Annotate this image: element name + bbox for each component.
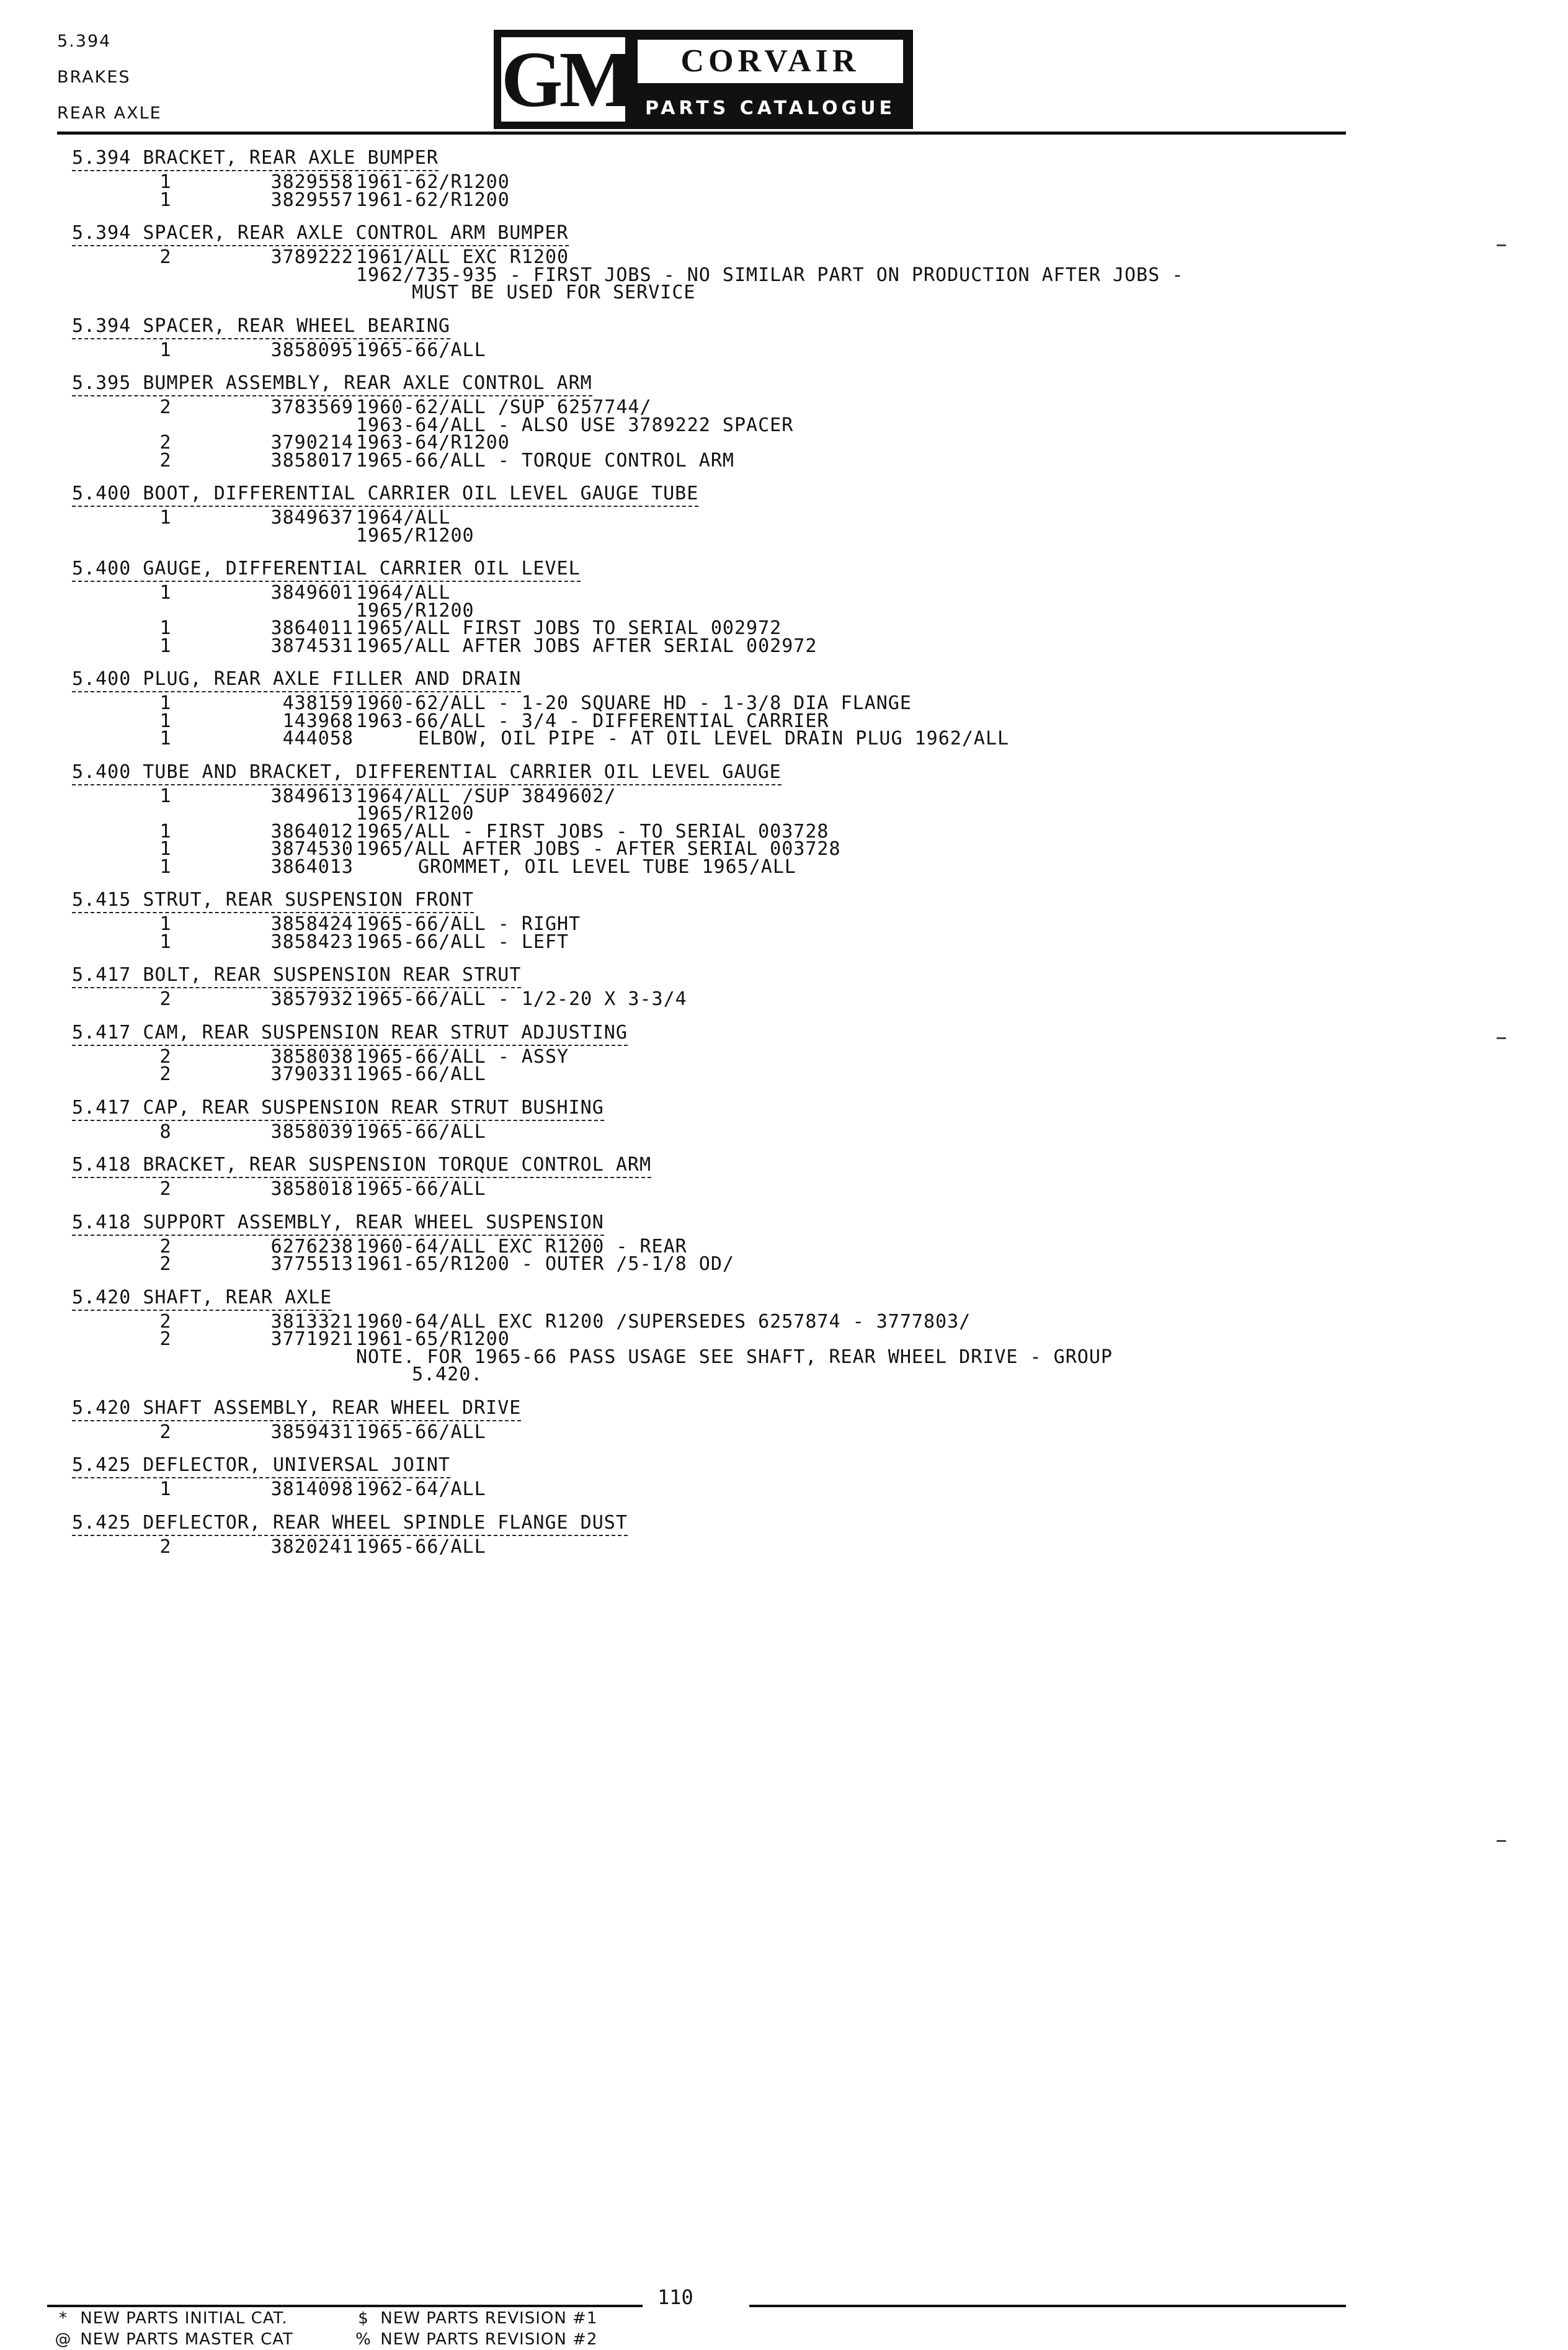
part-number: 143968 bbox=[282, 710, 354, 732]
quantity: 1 bbox=[159, 838, 172, 860]
part-number: 3849601 bbox=[270, 582, 354, 604]
section-title: 5.400 BOOT, DIFFERENTIAL CARRIER OIL LEVEL GAUGE TUBE bbox=[72, 483, 699, 504]
usage-description: 1965-66/ALL - ASSY bbox=[356, 1045, 569, 1068]
part-row bbox=[72, 284, 1356, 302]
parts-section bbox=[72, 1454, 1356, 1511]
usage-description: 1960-62/ALL - 1-20 SQUARE HD - 1-3/8 DIA FLANGE bbox=[356, 692, 912, 714]
part-number: 3775513 bbox=[270, 1253, 354, 1275]
part-row bbox=[72, 785, 1356, 807]
legend-item: * NEW PARTS INITIAL CAT. bbox=[59, 2309, 288, 2328]
part-row bbox=[72, 1478, 1356, 1500]
parts-listing bbox=[72, 146, 1356, 1568]
part-number: 3783569 bbox=[270, 396, 354, 418]
quantity: 8 bbox=[159, 1120, 172, 1143]
parts-section bbox=[72, 1286, 1356, 1396]
section-title: 5.417 CAM, REAR SUSPENSION REAR STRUT ADJUSTING bbox=[72, 1021, 628, 1043]
usage-description: 1965/R1200 bbox=[356, 803, 474, 824]
quantity: 1 bbox=[159, 692, 172, 714]
section-title: 5.400 GAUGE, DIFFERENTIAL CARRIER OIL LEVEL bbox=[72, 558, 581, 579]
quantity: 2 bbox=[159, 1310, 172, 1333]
legend-item: % NEW PARTS REVISION #2 bbox=[355, 2330, 598, 2349]
usage-description: 1962/735-935 - FIRST JOBS - NO SIMILAR PART ON PRODUCTION AFTER JOBS - bbox=[356, 264, 1184, 286]
parts-section bbox=[72, 221, 1356, 315]
section-title: 5.394 BRACKET, REAR AXLE BUMPER bbox=[72, 147, 439, 169]
quantity: 1 bbox=[159, 931, 172, 953]
parts-section bbox=[72, 761, 1356, 889]
part-number: 3874530 bbox=[270, 838, 354, 860]
part-number: 3864013 bbox=[270, 856, 354, 878]
usage-description: 1964/ALL bbox=[356, 507, 451, 529]
gm-corvair-logo bbox=[494, 30, 913, 129]
usage-description: 1965-66/ALL - RIGHT bbox=[356, 913, 581, 935]
quantity: 2 bbox=[159, 988, 172, 1010]
part-number: 3858424 bbox=[270, 913, 354, 935]
quantity: 1 bbox=[159, 582, 172, 604]
usage-description: 1963-64/ALL - ALSO USE 3789222 SPACER bbox=[356, 414, 794, 436]
usage-description: 1960-64/ALL EXC R1200 /SUPERSEDES 6257874 - 3777803/ bbox=[356, 1310, 971, 1333]
section-title: 5.394 SPACER, REAR WHEEL BEARING bbox=[72, 315, 450, 337]
part-row bbox=[72, 339, 1356, 361]
part-number: 3790331 bbox=[270, 1063, 354, 1085]
parts-section bbox=[72, 557, 1356, 668]
section-title: 5.394 SPACER, REAR AXLE CONTROL ARM BUMPER bbox=[72, 222, 569, 244]
usage-description: 1965/ALL FIRST JOBS TO SERIAL 002972 bbox=[356, 617, 782, 639]
section-title: 5.425 DEFLECTOR, UNIVERSAL JOINT bbox=[72, 1454, 450, 1476]
parts-section bbox=[72, 1096, 1356, 1154]
legend-left bbox=[52, 2308, 293, 2350]
usage-description: 1965/R1200 bbox=[356, 599, 474, 622]
margin-tick bbox=[1497, 244, 1506, 246]
part-row bbox=[72, 1535, 1356, 1558]
quantity: 1 bbox=[159, 1478, 172, 1500]
usage-description: 1965-66/ALL - TORQUE CONTROL ARM bbox=[356, 449, 734, 471]
footer-rule-left bbox=[47, 2305, 643, 2307]
part-number: 3849613 bbox=[270, 785, 354, 807]
part-row bbox=[72, 856, 1356, 878]
usage-description: 1963-66/ALL - 3/4 - DIFFERENTIAL CARRIER bbox=[356, 710, 829, 732]
gm-logo-mark: GM bbox=[501, 35, 631, 123]
usage-description: 1965/R1200 bbox=[356, 524, 474, 547]
part-row bbox=[72, 171, 1356, 193]
part-number: 3858018 bbox=[270, 1178, 354, 1200]
quantity: 1 bbox=[159, 507, 172, 529]
usage-description: 1961-62/R1200 bbox=[356, 189, 510, 211]
legend-right bbox=[352, 2308, 597, 2350]
quantity: 1 bbox=[159, 171, 172, 193]
parts-section bbox=[72, 1396, 1356, 1454]
part-number: 3864011 bbox=[270, 617, 354, 639]
part-row bbox=[72, 1253, 1356, 1275]
usage-description: 5.420. bbox=[412, 1364, 483, 1385]
legend-item: $ NEW PARTS REVISION #1 bbox=[358, 2309, 598, 2328]
quantity: 2 bbox=[159, 1421, 172, 1443]
quantity: 2 bbox=[159, 1045, 172, 1068]
margin-tick bbox=[1497, 1840, 1506, 1842]
part-number: 3790214 bbox=[270, 432, 354, 453]
quantity: 2 bbox=[159, 432, 172, 453]
part-row bbox=[72, 1366, 1356, 1384]
parts-section bbox=[72, 146, 1356, 221]
section-title: 5.425 DEFLECTOR, REAR WHEEL SPINDLE FLANGE DUST bbox=[72, 1511, 628, 1534]
legend-item: @ NEW PARTS MASTER CAT bbox=[55, 2330, 293, 2349]
part-number: 3864012 bbox=[270, 820, 354, 842]
part-row bbox=[72, 1346, 1356, 1368]
usage-description: 1963-64/R1200 bbox=[356, 432, 510, 453]
part-number: 3858423 bbox=[270, 931, 354, 953]
parts-section bbox=[72, 888, 1356, 963]
usage-description: 1961/ALL EXC R1200 bbox=[356, 246, 569, 268]
margin-tick bbox=[1497, 1037, 1506, 1039]
quantity: 1 bbox=[159, 635, 172, 657]
usage-description: 1965-66/ALL bbox=[356, 1063, 486, 1085]
parts-section bbox=[72, 1211, 1356, 1286]
parts-section bbox=[72, 372, 1356, 482]
part-number: 3874531 bbox=[270, 635, 354, 657]
part-row bbox=[72, 189, 1356, 211]
catalogue-name: PARTS CATALOGUE bbox=[644, 97, 896, 119]
parts-section bbox=[72, 1511, 1356, 1569]
part-row bbox=[72, 524, 1356, 547]
quantity: 2 bbox=[159, 1253, 172, 1275]
quantity: 1 bbox=[159, 189, 172, 211]
usage-description: 1961-62/R1200 bbox=[356, 171, 510, 193]
parts-section bbox=[72, 668, 1356, 761]
usage-description: GROMMET, OIL LEVEL TUBE 1965/ALL bbox=[418, 856, 796, 878]
usage-description: 1960-62/ALL /SUP 6257744/ bbox=[356, 396, 652, 418]
part-number: 3814098 bbox=[270, 1478, 354, 1500]
quantity: 1 bbox=[159, 820, 172, 842]
section-title: 5.420 SHAFT ASSEMBLY, REAR WHEEL DRIVE bbox=[72, 1396, 522, 1419]
part-row bbox=[72, 584, 1356, 602]
usage-description: 1965/ALL - FIRST JOBS - TO SERIAL 003728 bbox=[356, 820, 829, 842]
quantity: 1 bbox=[159, 617, 172, 639]
part-number: 444058 bbox=[282, 728, 354, 749]
part-row bbox=[72, 1310, 1356, 1333]
quantity: 2 bbox=[159, 449, 172, 471]
quantity: 2 bbox=[159, 396, 172, 418]
section-number: 5.394 bbox=[57, 32, 112, 51]
usage-description: ELBOW, OIL PIPE - AT OIL LEVEL DRAIN PLUG 1962/ALL bbox=[418, 728, 1010, 749]
usage-description: 1965-66/ALL bbox=[356, 1178, 486, 1200]
usage-description: 1961-65/R1200 bbox=[356, 1328, 510, 1350]
part-number: 3858039 bbox=[270, 1120, 354, 1143]
part-number: 3789222 bbox=[270, 246, 354, 268]
part-number: 3859431 bbox=[270, 1421, 354, 1443]
part-number: 3858017 bbox=[270, 449, 354, 471]
section-title: 5.395 BUMPER ASSEMBLY, REAR AXLE CONTROL ARM bbox=[72, 372, 592, 394]
brand-name: CORVAIR bbox=[638, 40, 903, 83]
quantity: 1 bbox=[159, 710, 172, 732]
quantity: 2 bbox=[159, 1063, 172, 1085]
usage-description: 1965-66/ALL bbox=[356, 1535, 486, 1558]
part-row bbox=[72, 913, 1356, 935]
part-number: 3849637 bbox=[270, 507, 354, 529]
quantity: 2 bbox=[159, 1235, 172, 1258]
quantity: 2 bbox=[159, 246, 172, 268]
part-number: 3829557 bbox=[270, 189, 354, 211]
footer-rule-right bbox=[749, 2305, 1346, 2307]
part-row bbox=[72, 730, 1356, 748]
section-title: 5.400 PLUG, REAR AXLE FILLER AND DRAIN bbox=[72, 668, 522, 690]
usage-description: 1965/ALL AFTER JOBS AFTER SERIAL 002972 bbox=[356, 635, 817, 657]
quantity: 1 bbox=[159, 913, 172, 935]
usage-description: 1965-66/ALL bbox=[356, 1421, 486, 1443]
part-number: 438159 bbox=[282, 692, 354, 714]
parts-section bbox=[72, 1021, 1356, 1096]
parts-section bbox=[72, 482, 1356, 557]
part-number: 3829558 bbox=[270, 171, 354, 193]
group-label: BRAKES bbox=[57, 68, 131, 87]
part-number: 3813321 bbox=[270, 1310, 354, 1333]
part-row bbox=[72, 931, 1356, 953]
usage-description: 1964/ALL bbox=[356, 582, 451, 604]
quantity: 2 bbox=[159, 1328, 172, 1350]
part-row bbox=[72, 449, 1356, 471]
section-title: 5.418 SUPPORT ASSEMBLY, REAR WHEEL SUSPENSION bbox=[72, 1211, 604, 1233]
part-row bbox=[72, 1120, 1356, 1143]
parts-section bbox=[72, 1153, 1356, 1211]
part-row bbox=[72, 635, 1356, 657]
part-number: 3820241 bbox=[270, 1535, 354, 1558]
parts-section bbox=[72, 315, 1356, 372]
quantity: 1 bbox=[159, 728, 172, 749]
section-title: 5.417 BOLT, REAR SUSPENSION REAR STRUT bbox=[72, 964, 522, 986]
usage-description: 1962-64/ALL bbox=[356, 1478, 486, 1500]
quantity: 1 bbox=[159, 785, 172, 807]
page-number: 110 bbox=[657, 2285, 693, 2309]
usage-description: 1965-66/ALL bbox=[356, 1120, 486, 1143]
part-row bbox=[72, 988, 1356, 1010]
usage-description: 1961-65/R1200 - OUTER /5-1/8 OD/ bbox=[356, 1253, 734, 1275]
usage-description: 1965-66/ALL - LEFT bbox=[356, 931, 569, 953]
part-row bbox=[72, 414, 1356, 436]
part-number: 6276238 bbox=[270, 1235, 354, 1258]
usage-description: 1964/ALL /SUP 3849602/ bbox=[356, 785, 617, 807]
part-number: 3858095 bbox=[270, 339, 354, 361]
quantity: 1 bbox=[159, 339, 172, 361]
usage-description: NOTE. FOR 1965-66 PASS USAGE SEE SHAFT, REAR WHEEL DRIVE - GROUP bbox=[356, 1346, 1113, 1368]
usage-description: 1965-66/ALL - 1/2-20 X 3-3/4 bbox=[356, 988, 687, 1010]
quantity: 2 bbox=[159, 1535, 172, 1558]
section-title: 5.418 BRACKET, REAR SUSPENSION TORQUE CONTROL ARM bbox=[72, 1154, 652, 1176]
quantity: 1 bbox=[159, 856, 172, 878]
header-rule bbox=[57, 132, 1346, 135]
part-number: 3771921 bbox=[270, 1328, 354, 1350]
section-title: 5.400 TUBE AND BRACKET, DIFFERENTIAL CARRIER OIL LEVEL GAUGE bbox=[72, 761, 782, 783]
section-title: 5.415 STRUT, REAR SUSPENSION FRONT bbox=[72, 889, 474, 911]
usage-description: 1960-64/ALL EXC R1200 - REAR bbox=[356, 1235, 687, 1258]
usage-description: MUST BE USED FOR SERVICE bbox=[412, 282, 696, 303]
section-title: 5.420 SHAFT, REAR AXLE bbox=[72, 1286, 332, 1308]
subgroup-label: REAR AXLE bbox=[57, 104, 162, 123]
part-number: 3857932 bbox=[270, 988, 354, 1010]
running-head bbox=[57, 24, 162, 132]
section-title: 5.417 CAP, REAR SUSPENSION REAR STRUT BUSHING bbox=[72, 1096, 604, 1119]
part-row bbox=[72, 264, 1356, 286]
part-row bbox=[72, 509, 1356, 527]
part-number: 3858038 bbox=[270, 1045, 354, 1068]
part-row bbox=[72, 1063, 1356, 1085]
part-row bbox=[72, 1421, 1356, 1443]
part-row bbox=[72, 1178, 1356, 1200]
usage-description: 1965/ALL AFTER JOBS - AFTER SERIAL 003728 bbox=[356, 838, 841, 860]
parts-section bbox=[72, 963, 1356, 1021]
part-row bbox=[72, 1045, 1356, 1068]
quantity: 2 bbox=[159, 1178, 172, 1200]
usage-description: 1965-66/ALL bbox=[356, 339, 486, 361]
